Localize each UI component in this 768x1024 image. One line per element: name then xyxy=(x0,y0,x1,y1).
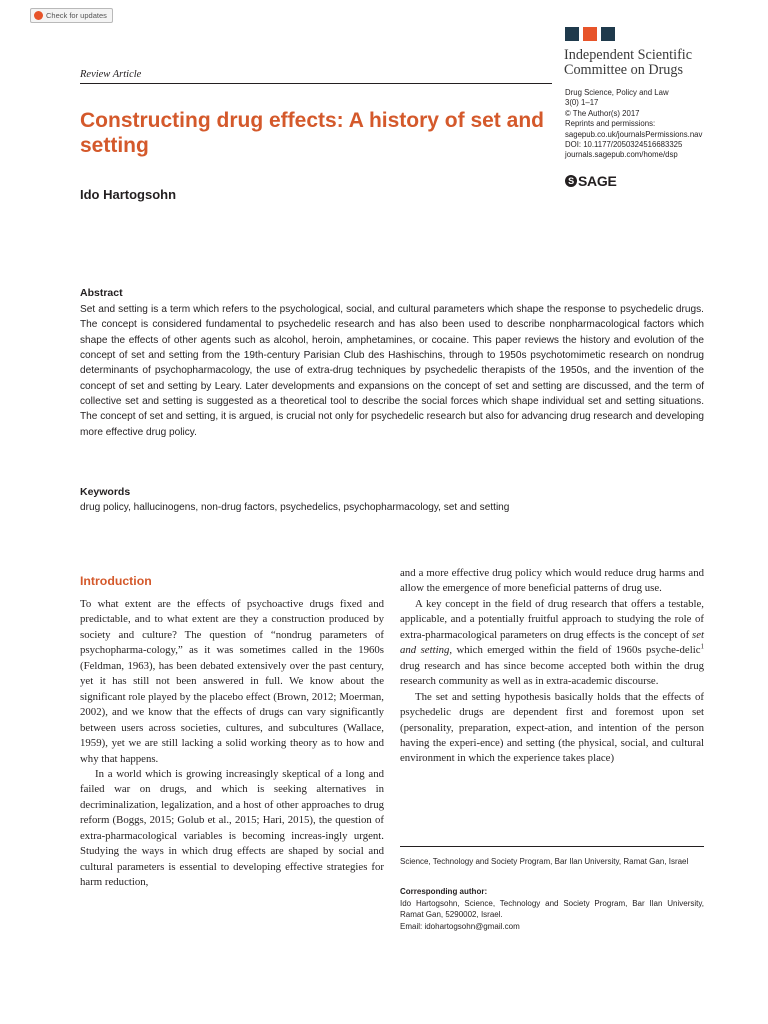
journal-reprints: Reprints and permissions: xyxy=(565,119,656,129)
publisher-name xyxy=(564,48,692,78)
keywords-text: drug policy, hallucinogens, non-drug factors, psychedelics, psychopharmacology, set and setting xyxy=(80,502,510,513)
footnote-marker[interactable]: 1 xyxy=(700,642,705,651)
paragraph-text: , which emerged within the field of 1960s psyche-delic xyxy=(449,644,701,657)
abstract-heading: Abstract xyxy=(80,287,123,299)
article-type: Review Article xyxy=(80,69,142,80)
abstract-text: Set and setting is a term which refers to the psychological, social, and cultural parameters which shape the response to psychedelic drugs. The concept is considered fundamental to psychedelic research and has also been used to describe nonpharmacological factors which shape the effects of other agents such as alcohol, heroin, amphetamines, or cocaine. This paper reviews the history and evolution of the concept of set and setting from the 19th-century Parisian Club des Hashischins, through to 1950s psychotomimetic research on nondrug determinants of psychopharmacology, the use of extra-drug techniques by psychedelic therapists of the 1950s, and the invention of the concept of set and setting by Leary. Later developments and expansions on the concept of set and setting are discussed, and the term of collective set and setting is suggested as a theoretical tool to describe the social forces which shape individual set and setting situations. The concept of set and setting, it is argued, is crucial not only for psychedelic research but also for advancing drug research and developing more effective drug policy. xyxy=(80,304,704,438)
corresponding-author-heading: Corresponding author: xyxy=(400,887,488,896)
corresponding-author-email[interactable]: Email: idohartogsohn@gmail.com xyxy=(400,921,520,931)
section-heading-introduction: Introduction xyxy=(80,574,152,588)
check-for-updates-button[interactable] xyxy=(30,8,113,23)
journal-name: Drug Science, Policy and Law xyxy=(565,88,669,97)
journal-info xyxy=(565,88,702,161)
logo-square xyxy=(583,27,597,41)
author-affiliation: Science, Technology and Society Program, Bar Ilan University, Ramat Gan, Israel xyxy=(400,857,689,866)
journal-doi[interactable]: DOI: 10.1177/2050324516683325 xyxy=(565,140,683,150)
logo-square xyxy=(601,27,615,41)
journal-volume: 3(0) 1–17 xyxy=(565,98,599,108)
publisher-name-line1: Independent Scientific xyxy=(564,47,693,63)
sage-s-icon: S xyxy=(565,175,577,187)
paragraph-text: drug research and has since become accepted both within the drug research community as well as in extra-academic discourse. xyxy=(400,659,704,688)
journal-reprints-link[interactable]: sagepub.co.uk/journalsPermissions.nav xyxy=(565,129,703,139)
body-paragraph: In a world which is growing increasingly skeptical of a long and failed war on drugs, and which is seeking alternatives in decriminalization, legalization, and a host of other approaches to drug reform (Boggs, 2015; Golub et al., 2015; Hari, 2015), the question of extra-pharmacological variables is becoming increas-ingly urgent. Studying the ways in which drug effects are shaped by social and cultural parameters is essential to developing effective strategies for harm reduction, xyxy=(80,767,384,889)
body-paragraph: The set and setting hypothesis basically holds that the effects of psychedelic drugs are dependent first and foremost upon set (personality, preparation, expect-ation, and intention of the person having the experi-ence) and setting (the physical, social, and cultural environment in which the experience takes place) xyxy=(400,690,704,765)
check-updates-label: Check for updates xyxy=(46,11,107,20)
keywords-heading: Keywords xyxy=(80,486,131,498)
sage-logo xyxy=(565,173,616,189)
corresponding-author-details xyxy=(400,898,704,932)
header-rule xyxy=(80,83,552,84)
body-paragraph: and a more effective drug policy which would reduce drug harms and allow the emergence of more beneficial patterns of drug use. xyxy=(400,567,704,595)
paragraph-text: A key concept in the field of drug research that offers a testable, applicable, and a potentially fruitful approach to studying the role of extra-pharmacological parameters on drug effects is the concept of xyxy=(400,597,704,641)
publisher-logo-icon xyxy=(565,27,615,41)
journal-homepage-link[interactable]: journals.sagepub.com/home/dsp xyxy=(565,150,678,160)
body-column-right xyxy=(400,566,704,767)
check-updates-icon xyxy=(34,11,43,20)
publisher-name-line2: Committee on Drugs xyxy=(564,62,684,78)
sage-logo-text: SAGE xyxy=(578,173,617,189)
body-paragraph xyxy=(400,597,704,690)
body-paragraph: To what extent are the effects of psychoactive drugs fixed and predictable, and to what extent are they a construction produced by society and culture? The question of “nondrug parameters of psychopharma-cology,” as it was sometimes called in the 1960s (Feldman, 1963), has been debated extensively over the past century, yet it has still not been answered in full. We know about the significant role played by the placebo effect (Brown, 2012; Moerman, 2002), and we know that the effects of drugs can vary significantly between users across societies, cultures, and subcultures (Wallace, 1959), yet we are still lacking a solid working theory as to how and why that happens. xyxy=(80,598,384,765)
article-title: Constructing drug effects: A history of set and setting xyxy=(80,109,544,157)
journal-copyright: © The Author(s) 2017 xyxy=(565,108,640,118)
body-column-left xyxy=(80,597,384,891)
emphasis-term: set and setting xyxy=(400,628,704,657)
logo-square xyxy=(565,27,579,41)
corresponding-author-address: Ido Hartogsohn, Science, Technology and Society Program, Bar Ilan University, Ramat Gan, 5290002, Israel. xyxy=(400,899,704,920)
footnote-rule xyxy=(400,846,704,847)
author-name: Ido Hartogsohn xyxy=(80,187,177,202)
